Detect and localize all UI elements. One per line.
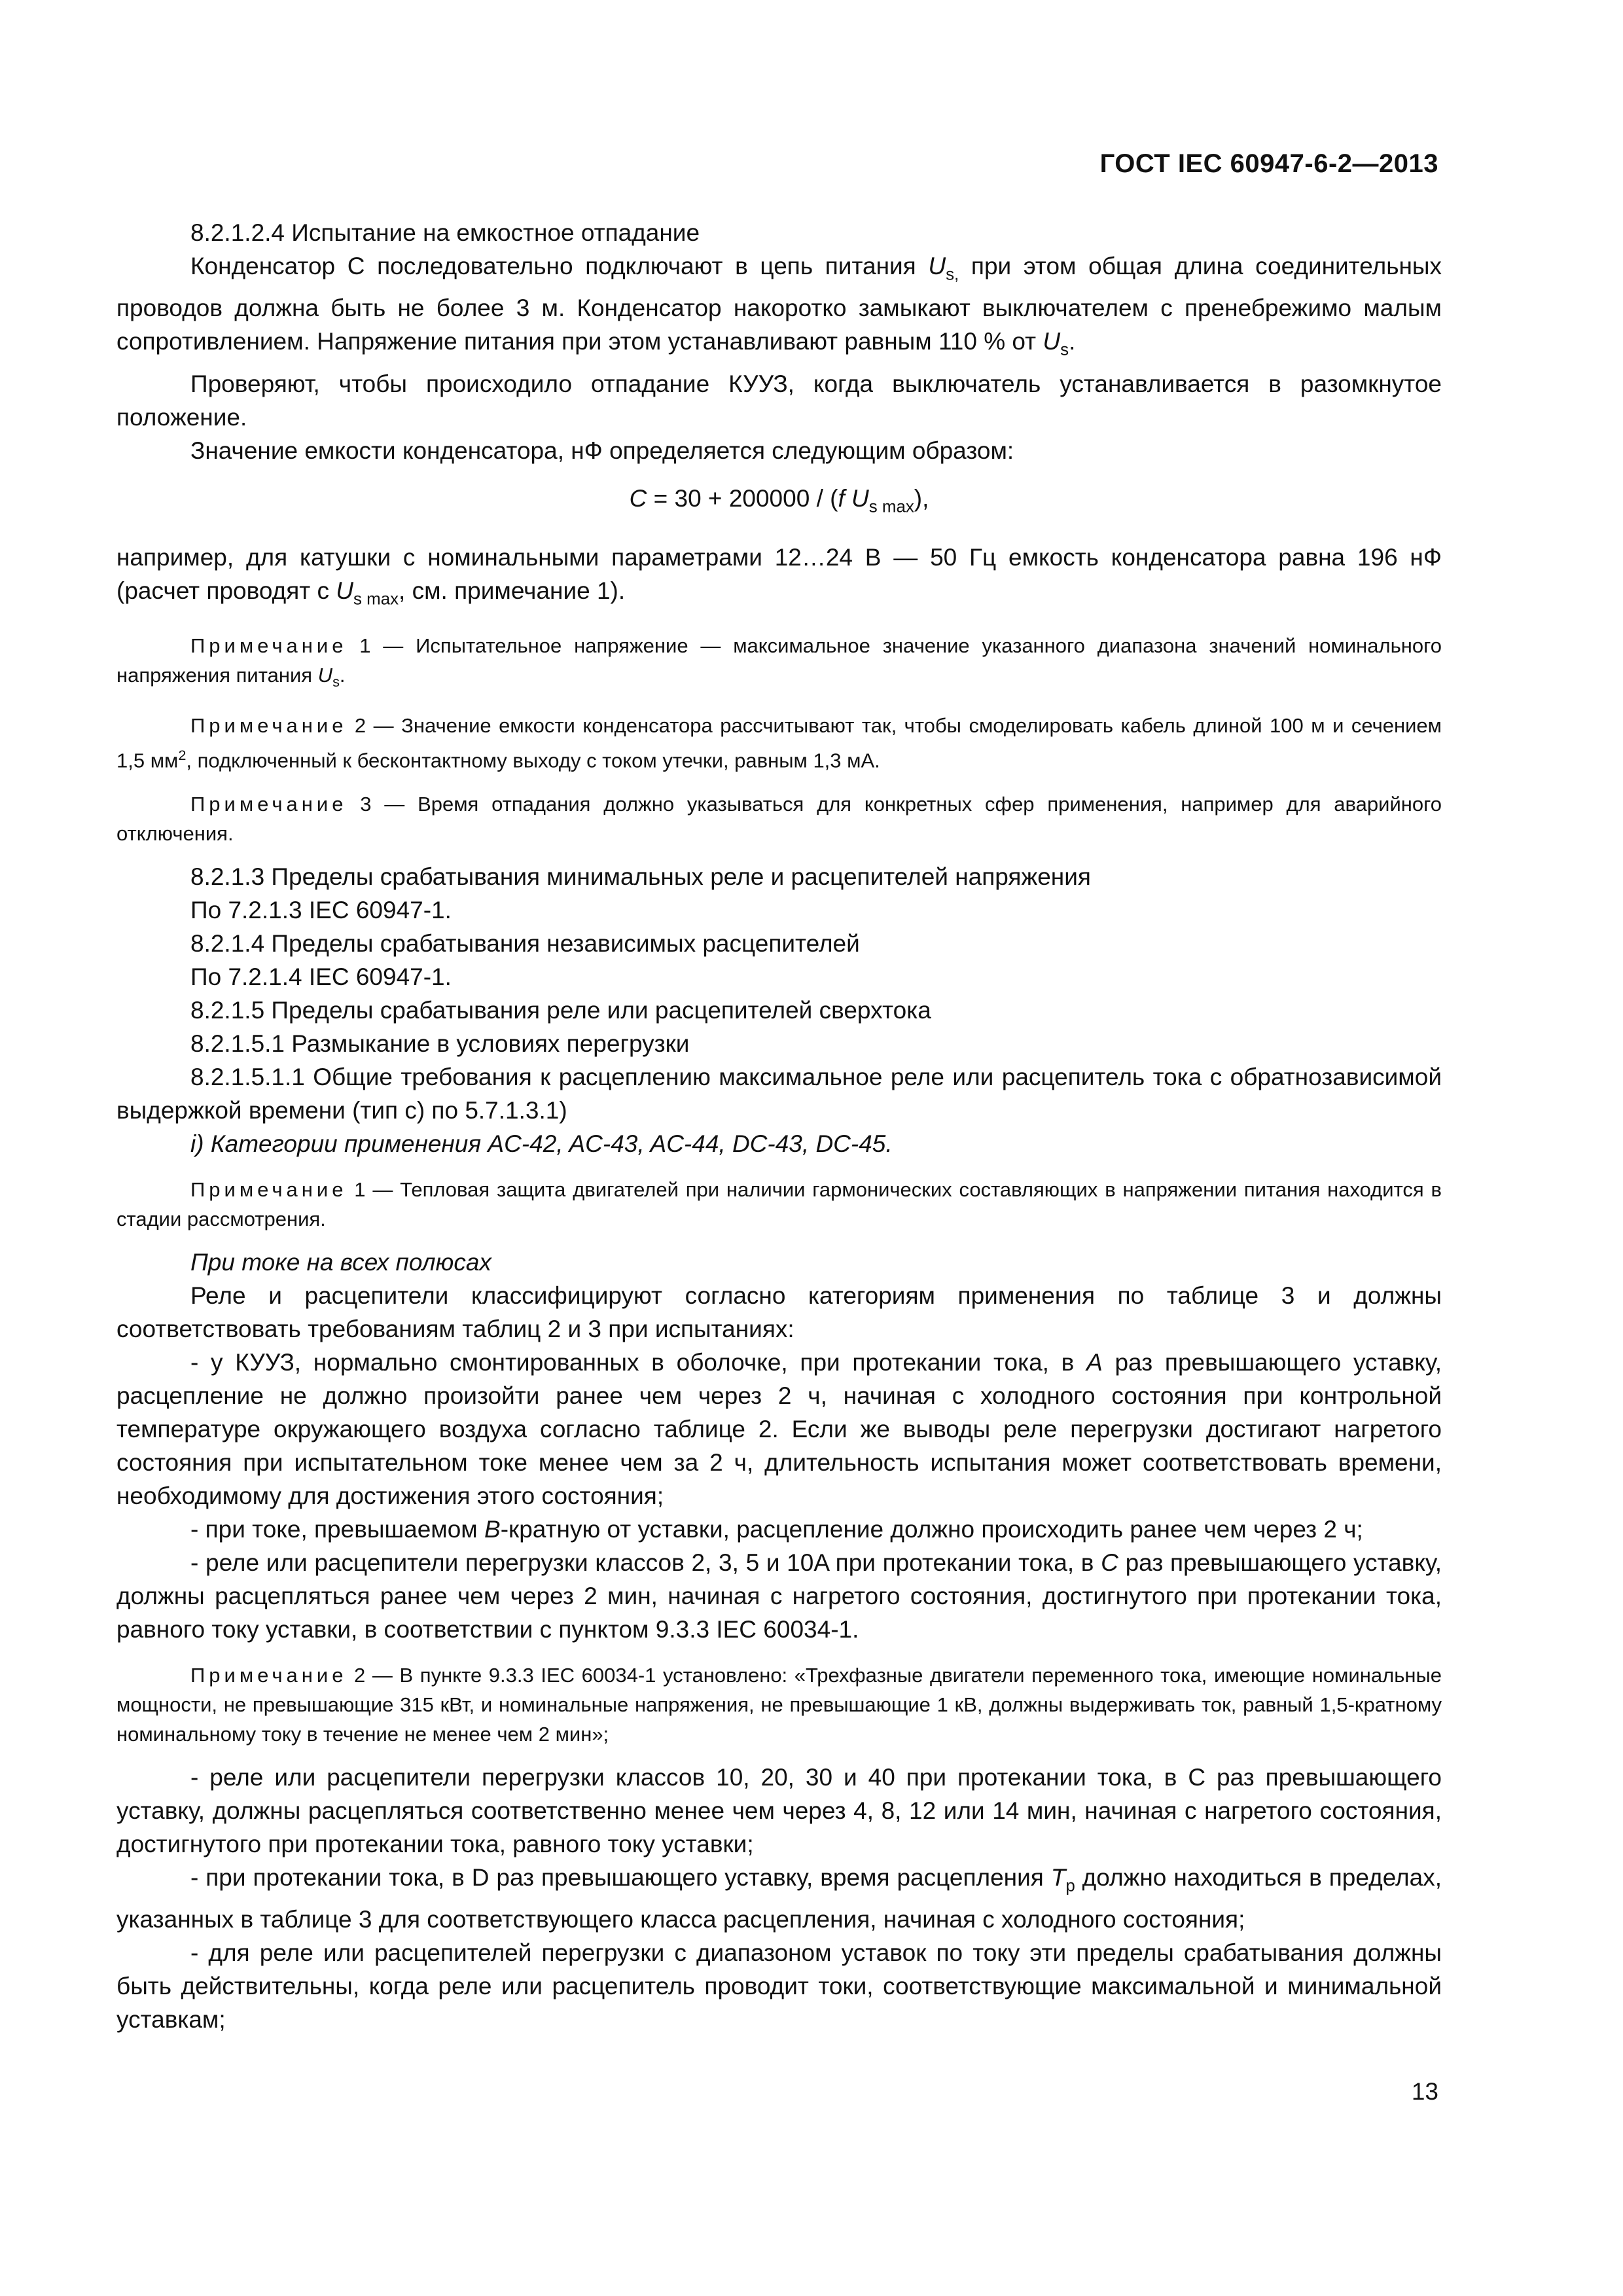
bullet-kuuz: - у КУУЗ, нормально смонтированных в оболочке, при протекании тока, в A раз превышающего уставку, расцепление не должно произойти ранее чем через 2 ч, начиная с холодного состояния при контрольной температуре окружающего воздуха согласно таблице 2. Если же выводы реле перегрузки достигают нагретого состояния при испытательном токе менее чем за 2 ч, длительность испытания может соответствовать времени, необходимому для достижения этого состояния; [116, 1349, 1442, 1510]
section-8-2-1-5-1: 8.2.1.5.1 Размыкание в условиях перегрузки [190, 1030, 690, 1058]
capacitance-formula: C = 30 + 200000 / (f $U_{s max}$), [629, 484, 929, 516]
document-code-header: ГОСТ IEC 60947-6-2—2013 [1099, 149, 1438, 178]
all-poles-heading: При токе на всех полюсах [190, 1249, 491, 1276]
section-heading-8-2-1-2-4: 8.2.1.2.4 Испытание на емкостное отпадание [190, 219, 700, 246]
ref-7-2-1-3: По 7.2.1.3 IEC 60947-1. [190, 897, 452, 924]
paragraph-capacitor: Конденсатор C последовательно подключают в цепь питания $U_{s,}$ при этом общая длина соединительных проводов должна быть не более 3 м. Конденсатор накоротко замыкают выключателем с пренебрежимо малым сопротивлением. Напряжение питания при этом устанавливают равным 110 % от $U_s$. [116, 253, 1442, 359]
bullet-setting-range: - для реле или расцепителей перегрузки с диапазоном уставок по току эти пределы срабатывания должны быть действительны, когда реле или расцепитель проводит токи, соответствующие максимальной и минимальной уставкам; [116, 1939, 1442, 2034]
paragraph-check: Проверяют, чтобы происходило отпадание КУУЗ, когда выключатель устанавливается в разомкнутое положение. [116, 370, 1442, 431]
document-body [116, 216, 1442, 2036]
note-iec-60034: Примечание 2 — В пункте 9.3.3 IEC 60034-1 установлено: «Трехфазные двигатели переменного тока, имеющие номинальные мощности, не превышающие 315 кВт, и номинальные напряжения, не превышающие 1 кВ, должны выдерживать ток, равный 1,5-кратному номинальному току в течение не менее чем 2 мин»; [116, 1664, 1442, 1746]
bullet-classes-2-10a: - реле или расцепители перегрузки классов 2, 3, 5 и 10A при протекании тока, в C раз превышающего уставку, должны расцепляться ранее чем через 2 мин, начиная с нагретого состояния, достигнутого при протекании тока, равного току уставки, в соответствии с пунктом 9.3.3 IEC 60034-1. [116, 1549, 1442, 1643]
paragraph-classification: Реле и расцепители классифицируют согласно категориям применения по таблице 3 и должны соответствовать требованиям таблиц 2 и 3 при испытаниях: [116, 1282, 1442, 1343]
note-thermal: Примечание 1 — Тепловая защита двигателей при наличии гармонических составляющих в напряжении питания находится в стадии рассмотрения. [116, 1178, 1442, 1231]
section-8-2-1-5: 8.2.1.5 Пределы срабатывания реле или расцепителей сверхтока [190, 997, 931, 1024]
section-8-2-1-4: 8.2.1.4 Пределы срабатывания независимых расцепителей [190, 930, 860, 958]
section-8-2-1-5-1-1: 8.2.1.5.1.1 Общие требования к расцеплению максимальное реле или расцепитель тока с обратнозависимой выдержкой времени (тип с) по 5.7.1.3.1) [116, 1064, 1442, 1124]
note-2: Примечание 2 — Значение емкости конденсатора рассчитывают так, чтобы смоделировать кабель длиной 100 м и сечением 1,5 $мм^2$, подключенный к бесконтактному выходу с током утечки, равным 1,3 мА. [116, 713, 1442, 772]
bullet-classes-10-40: - реле или расцепители перегрузки классов 10, 20, 30 и 40 при протекании тока, в C раз превышающего уставку, должны расцепляться соответственно менее чем через 4, 8, 12 или 14 мин, начиная с нагретого состояния, достигнутого при протекании тока, равного току уставки; [116, 1764, 1442, 1858]
bullet-d-multiple: - при протекании тока, в D раз превышающего уставку, время расцепления $T_p$ должно находиться в пределах, указанных в таблице 3 для соответствующего класса расцепления, начиная с холодного состояния; [116, 1864, 1442, 1933]
paragraph-capacitance-intro: Значение емкости конденсатора, нФ определяется следующим образом: [190, 437, 1014, 464]
paragraph-example: например, для катушки с номинальными параметрами 12…24 В — 50 Гц емкость конденсатора равна 196 нФ (расчет проводят с $U_{s max}$, см. примечание 1). [116, 544, 1442, 609]
ref-7-2-1-4: По 7.2.1.4 IEC 60947-1. [190, 963, 452, 991]
note-1: Примечание 1 — Испытательное напряжение — максимальное значение указанного диапазона значений номинального напряжения питания $U_s$. [116, 634, 1442, 690]
bullet-b-multiple: - при токе, превышаемом B-кратную от уставки, расцепление должно происходить ранее чем через 2 ч; [190, 1516, 1363, 1543]
page-number: 13 [1411, 2078, 1438, 2105]
categories-line: i) Категории применения AC-42, AC-43, AC-44, DC-43, DC-45. [190, 1130, 893, 1158]
note-3: Примечание 3 — Время отпадания должно указываться для конкретных сфер применения, например для аварийного отключения. [116, 793, 1442, 846]
section-8-2-1-3: 8.2.1.3 Пределы срабатывания минимальных реле и расцепителей напряжения [190, 863, 1091, 891]
